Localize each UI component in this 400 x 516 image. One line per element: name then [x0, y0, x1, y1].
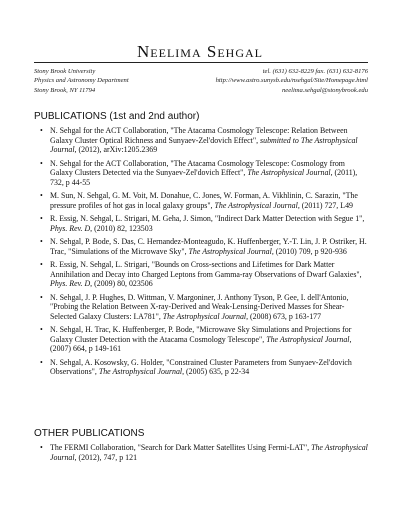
publication-details: , (2011) 727, L49 [297, 200, 353, 210]
publication-venue: The Astrophysical Journal [247, 168, 331, 177]
contact-block [34, 67, 368, 95]
bullet-icon: • [40, 443, 43, 452]
bullet-icon: • [40, 357, 43, 367]
contact-department: Physics and Astronomy Department [34, 77, 129, 85]
contact-affiliation: Stony Brook University [34, 68, 96, 75]
publication-details: , (2007) 664, p 149-161 [50, 334, 352, 353]
publications-list [34, 126, 368, 381]
publication-details: , (2010) 709, p 920-936 [271, 246, 347, 256]
contact-email-link[interactable]: neelima.sehgal@stonybrook.edu [281, 86, 368, 94]
publication-citation: R. Essig, N. Sehgal, L. Strigari, "Bounds on Cross-sections and Lifetimes for Dark Matter Annihilation and Decay into Charged Leptons from Gamma-ray Observations of Dwarf Galaxies", [50, 260, 362, 279]
bullet-icon: • [40, 260, 43, 269]
publication-venue: The Astrophysical Journal [98, 367, 183, 376]
other-publications-heading: OTHER PUBLICATIONS [34, 428, 145, 439]
publication-citation: N. Sehgal, H. Trac, K. Huffenberger, P. Bode, "Microwave Sky Simulations and Projections for Galaxy Cluster Detection with the Atacama Cosmology Telescope", [50, 325, 352, 344]
publication-item [34, 126, 368, 155]
publication-item [34, 260, 368, 289]
publication-details: , (2005) 635, p 22-34 [182, 367, 250, 376]
publication-details: , (2008) 673, p 163-177 [246, 311, 322, 321]
publication-item [34, 443, 368, 462]
header-rule [34, 62, 368, 63]
contact-website-link[interactable]: http://www.astro.sunysb.edu/nsehgal/Site/Homepage.html [215, 77, 368, 85]
publication-citation: N. Sehgal for the ACT Collaboration, "The Atacama Cosmology Telescope: Cosmology from Galaxy Clusters Detected via the Sunyaev-Zel'dovich Effect", [50, 158, 345, 177]
publication-item [34, 191, 368, 210]
publication-details: , (2010) 82, 123503 [90, 223, 153, 233]
other-publications-list [34, 443, 368, 466]
publication-details: , (2009) 80, 023506 [90, 279, 153, 288]
contact-phone-fax: tel. (631) 632-8229 fax. (631) 632-8176 [262, 68, 368, 75]
contact-row [34, 67, 368, 76]
publication-citation: N. Sehgal, J. P. Hughes, D. Wittman, V. Margoniner, J. Anthony Tyson, P. Gee, I. dell'Antonio, "Probing the Relation Between X-ray-Derived and Weak-Lensing-Derived Masses for Shear-Selected Galaxy Clusters: I.A781", [50, 292, 349, 321]
bullet-icon: • [40, 292, 43, 302]
publication-citation: R. Essig, N. Sehgal, L. Strigari, M. Geha, J. Simon, "Indirect Dark Matter Detection with Segue 1", [50, 214, 365, 223]
contact-row [34, 86, 368, 95]
publication-venue: submitted to The Astrophysical Journal [50, 135, 358, 154]
publication-venue: The Astrophysical Journal [266, 334, 350, 344]
publication-item [34, 237, 368, 256]
publication-venue: The Astrophysical Journal [214, 200, 298, 210]
publication-citation: M. Sun, N. Sehgal, G. M. Voit, M. Donahue, C. Jones, W. Forman, A. Vikhlinin, C. Sarazin, "The pressure profiles of hot gas in local galaxy groups", [50, 191, 358, 210]
publication-item [34, 358, 368, 377]
cv-name: Neelima Sehgal [137, 42, 263, 61]
contact-address: Stony Brook, NY 11794 [34, 86, 96, 94]
publication-details: , (2012), arXiv:1205.2369 [74, 145, 158, 154]
bullet-icon: • [40, 325, 43, 334]
publication-citation: N. Sehgal for the ACT Collaboration, "The Atacama Cosmology Telescope: Relation Between Galaxy Cluster Optical Richness and Sunyaev-Zel'dovich Effect", [50, 126, 348, 145]
publication-venue: The Astrophysical Journal [50, 443, 368, 462]
publication-venue: The Astrophysical Journal [162, 311, 247, 321]
publication-item [34, 159, 368, 188]
publication-details: , (2012), 747, p 121 [74, 452, 138, 462]
bullet-icon: • [40, 214, 43, 223]
publication-details: , (2011), 732, p 44-55 [50, 168, 358, 187]
publication-citation: N. Sehgal, A. Kosowsky, G. Holder, "Constrained Cluster Parameters from Sunyaev-Zel'dovich Observations", [50, 357, 352, 376]
bullet-icon: • [40, 191, 43, 200]
publication-item [34, 293, 368, 322]
publication-item [34, 325, 368, 354]
publication-venue: Phys. Rev. D [50, 279, 91, 288]
publication-venue: The Astrophysical Journal [188, 246, 272, 256]
publication-venue: Phys. Rev. D [50, 223, 91, 233]
bullet-icon: • [40, 158, 43, 168]
publication-item [34, 214, 368, 233]
bullet-icon: • [40, 237, 43, 246]
publication-citation: N. Sehgal, P. Bode, S. Das, C. Hernandez-Monteagudo, K. Huffenberger, Y.-T. Lin, J. P. Ostriker, H. Trac, "Simulations of the Microwave Sky", [50, 237, 367, 256]
publication-citation: The FERMI Collaboration, "Search for Dark Matter Satellites Using Fermi-LAT", [50, 443, 312, 452]
publications-heading: PUBLICATIONS (1st and 2nd author) [34, 111, 200, 122]
contact-row [34, 76, 368, 85]
bullet-icon: • [40, 126, 43, 135]
